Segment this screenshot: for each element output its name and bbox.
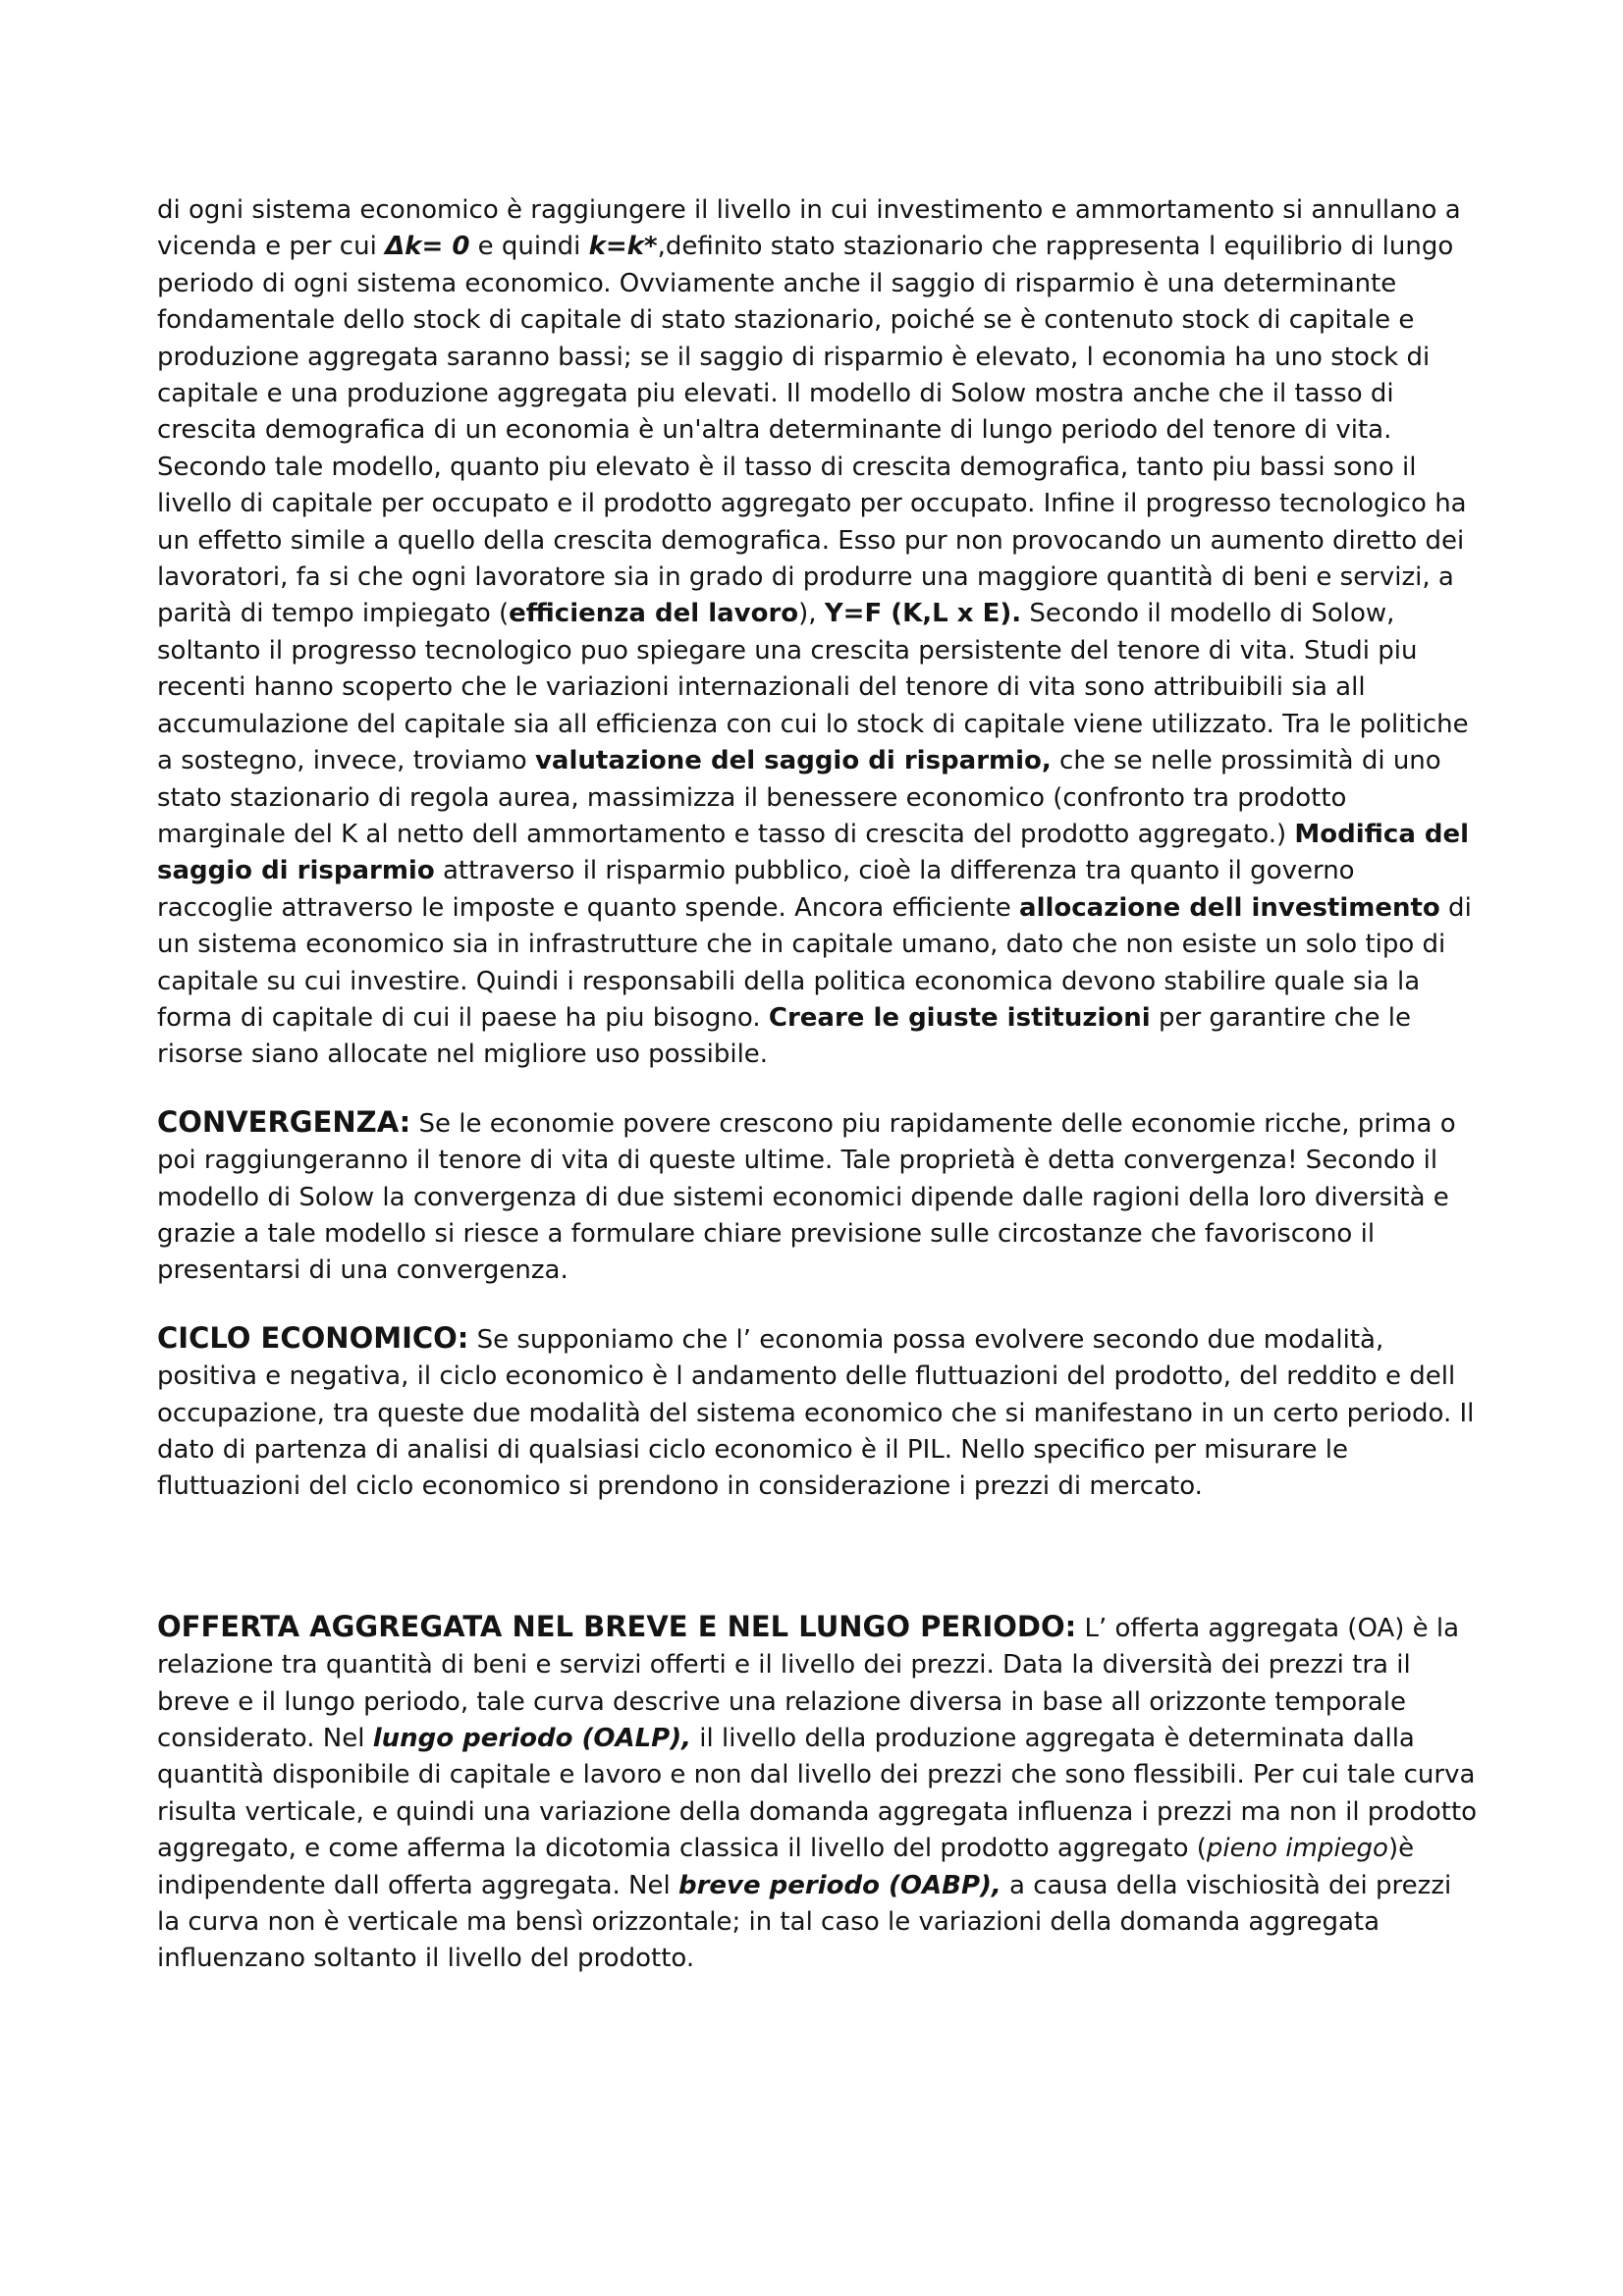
text-run: che se nelle prossimità di uno stato stazionario di regola aurea, massimizza il benessere economico (confronto tra prodotto marginale del K al netto dell ammortamento e tasso di crescita del prodotto aggregato.) — [157, 746, 1441, 849]
paragraph-solow-model — [157, 192, 1478, 1074]
text-run: il livello della produzione aggregata è determinata dalla quantità disponibile di capitale e lavoro e non dal livello dei prezzi che sono flessibili. Per cui tale curva risulta verticale, e quindi una variazione della domanda aggregata influenza i prezzi ma non il prodotto aggregato, e come afferma la dicotomia classica il livello del prodotto aggregato ( — [157, 1724, 1478, 1864]
section-heading: CICLO ECONOMICO: — [157, 1320, 469, 1355]
bold-term: allocazione dell investimento — [1019, 892, 1440, 923]
text-run: di ogni sistema economico è raggiungere il livello in cui investimento e ammortamento si annullano a vicenda e per cui — [157, 195, 1461, 262]
text-run: Secondo il modello di Solow, soltanto il progresso tecnologico puo spiegare una crescita persistente del tenore di vita. Studi piu recenti hanno scoperto che le variazioni internazionali del tenore di vita sono attribuibili sia all accumulazione del capitale sia all efficienza con cui lo stock di capitale viene utilizzato. Tra le politiche a sostegno, invece, troviamo — [157, 599, 1469, 776]
bold-term: Y=F (K,L x E). — [824, 599, 1022, 629]
bold-term: Creare le giuste istituzioni — [768, 1002, 1151, 1033]
text-run: L’ offerta aggregata (OA) è la relazione tra quantità di beni e servizi offerti e il livello dei prezzi. Data la diversità dei prezzi tra il breve e il lungo periodo, tale curva descrive una relazione diversa in base all orizzonte temporale considerato. Nel — [157, 1613, 1460, 1754]
bold-italic-term: lungo periodo (OALP), — [372, 1724, 692, 1754]
paragraph-offerta-aggregata — [157, 1609, 1478, 1978]
section-heading: OFFERTA AGGREGATA NEL BREVE E NEL LUNGO PERIODO: — [157, 1609, 1077, 1643]
text-run: Se supponiamo che l’ economia possa evolvere secondo due modalità, positiva e negativa, il ciclo economico è l andamento delle fluttuazioni del prodotto, del reddito e dell occupazione, tra queste due modalità del sistema economico che si manifestano in un certo periodo. Il dato di partenza di analisi di qualsiasi ciclo economico è il PIL. Nello specifico per misurare le fluttuazioni del ciclo economico si prendono in considerazione i prezzi di mercato. — [157, 1324, 1475, 1502]
text-run: di un sistema economico sia in infrastrutture che in capitale umano, dato che non esiste un solo tipo di capitale su cui investire. Quindi i responsabili della politica economica devono stabilire quale sia la forma di capitale di cui il paese ha piu bisogno. — [157, 892, 1472, 1033]
bold-term: Modifica del saggio di risparmio — [157, 819, 1470, 886]
text-run: per garantire che le risorse siano allocate nel migliore uso possibile. — [157, 1002, 1411, 1070]
text-run: )è indipendente dall offerta aggregata. Nel — [157, 1834, 1415, 1900]
bold-italic-term: Δk= 0 — [385, 232, 470, 262]
document-body — [157, 192, 1478, 1978]
bold-term: valutazione del saggio di risparmio, — [534, 746, 1052, 776]
bold-term: efficienza del lavoro — [509, 599, 799, 629]
text-run: ,definito stato stazionario che rappresenta l equilibrio di lungo periodo di ogni sistema economico. Ovviamente anche il saggio di risparmio è una determinante fondamentale dello stock di capitale di stato stazionario, poiché se è contenuto stock di capitale e produzione aggregata saranno bassi; se il saggio di risparmio è elevato, l economia ha uno stock di capitale e una produzione aggregata piu elevati. Il modello di Solow mostra anche che il tasso di crescita demografica di un economia è un'altra determinante di lungo periodo del tenore di vita. Secondo tale modello, quanto piu elevato è il tasso di crescita demografica, tanto piu bassi sono il livello di capitale per occupato e il prodotto aggregato per occupato. Infine il progresso tecnologico ha un effetto simile a quello della crescita demografica. Esso pur non provocando un aumento diretto dei lavoratori, fa si che ogni lavoratore sia in grado di produrre una maggiore quantità di beni e servizi, a parità di tempo impiegato ( — [157, 232, 1467, 629]
text-run: a causa della vischiosità dei prezzi la curva non è verticale ma bensì orizzontale; in tal caso le variazioni della domanda aggregata influenzano soltanto il livello del prodotto. — [157, 1870, 1452, 1974]
bold-italic-term: k=k* — [588, 232, 658, 262]
text-run: attraverso il risparmio pubblico, cioè la differenza tra quanto il governo raccoglie attraverso le imposte e quanto spende. Ancora efficiente — [157, 856, 1355, 923]
text-run: ), — [798, 599, 825, 629]
section-heading: CONVERGENZA: — [157, 1104, 411, 1139]
text-run: Se le economie povere crescono piu rapidamente delle economie ricche, prima o poi raggiungeranno il tenore di vita di queste ultime. Tale proprietà è detta convergenza! Secondo il modello di Solow la convergenza di due sistemi economici dipende dalle ragioni della loro diversità e grazie a tale modello si riesce a formulare chiare previsione sulle circostanze che favoriscono il presentarsi di una convergenza. — [157, 1108, 1456, 1286]
bold-italic-term: breve periodo (OABP), — [677, 1870, 1001, 1900]
text-run: e quindi — [469, 232, 589, 262]
italic-term: pieno impiego — [1206, 1834, 1388, 1864]
paragraph-ciclo-economico — [157, 1320, 1478, 1506]
paragraph-convergenza — [157, 1104, 1478, 1290]
